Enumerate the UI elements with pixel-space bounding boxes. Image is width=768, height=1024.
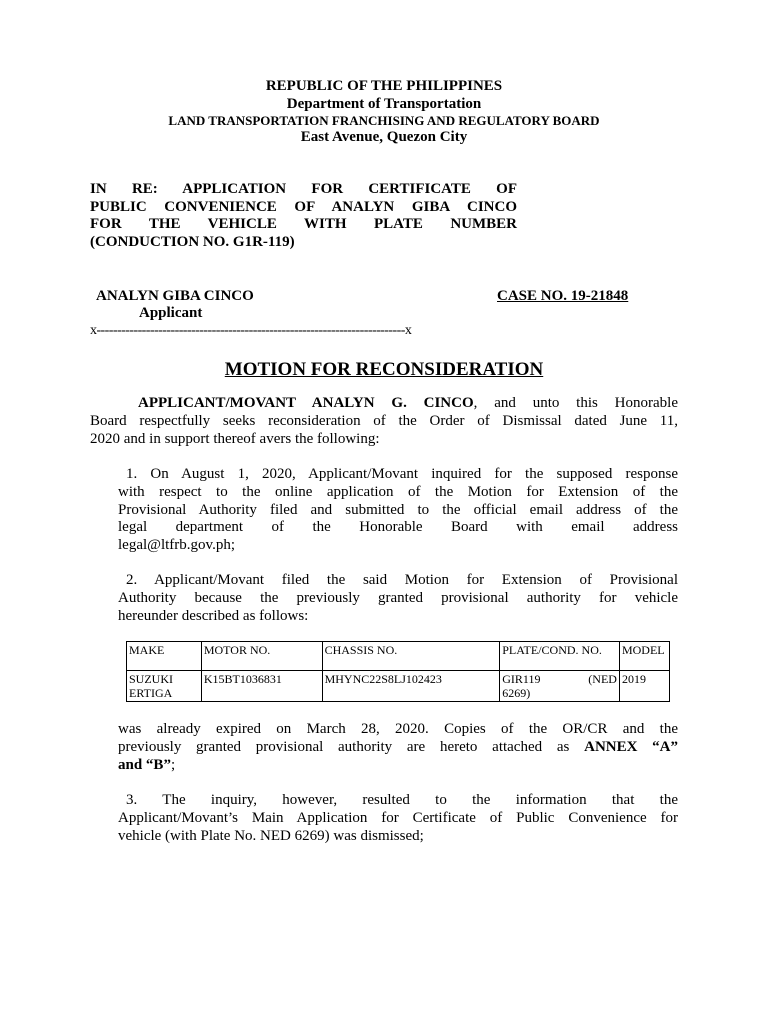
para2-line-2: Authority because the previously granted provisional authority for vehicle bbox=[118, 590, 678, 606]
intro-line-1-rest: , and unto this Honorable bbox=[473, 395, 678, 411]
header-ltfrb: LAND TRANSPORTATION FRANCHISING AND REGULATORY BOARD bbox=[168, 113, 600, 128]
in-re-line-2: PUBLIC CONVENIENCE OF ANALYN GIBA CINCO bbox=[90, 199, 517, 215]
para1-line-2: with respect to the online application of the Motion for Extension of the bbox=[118, 484, 678, 500]
intro-line-3: 2020 and in support thereof avers the following: bbox=[90, 431, 380, 447]
after-table-line-2 bbox=[118, 739, 678, 756]
annex-b: and “B” bbox=[118, 757, 171, 773]
cell-plate-cond-no bbox=[500, 671, 620, 702]
para1-line-4: legal department of the Honorable Board with email address bbox=[118, 519, 678, 535]
cell-motor-no: K15BT1036831 bbox=[201, 671, 322, 702]
case-number: CASE NO. 19-21848 bbox=[497, 288, 629, 304]
plate-number: GIR119 bbox=[502, 672, 541, 686]
cell-chassis-no: MHYNC22S8LJ102423 bbox=[322, 671, 500, 702]
plate-line-1 bbox=[502, 672, 617, 686]
in-re-line-4: (CONDUCTION NO. G1R-119) bbox=[90, 234, 295, 250]
separator-line: x---------------------------------------------------------------------------x bbox=[90, 323, 412, 338]
table-header-row bbox=[127, 642, 670, 671]
para3-line-1: 3. The inquiry, however, resulted to the information that the bbox=[126, 792, 678, 808]
header-model: MODEL bbox=[619, 642, 669, 671]
vehicle-table bbox=[126, 641, 670, 702]
applicant-name: ANALYN GIBA CINCO bbox=[96, 288, 254, 304]
cell-make: SUZUKI ERTIGA bbox=[127, 671, 202, 702]
para3-line-3: vehicle (with Plate No. NED 6269) was dismissed; bbox=[118, 828, 424, 844]
annex-a: ANNEX “A” bbox=[584, 739, 679, 755]
header-department: Department of Transportation bbox=[286, 96, 482, 112]
after-table-line-2-text: previously granted provisional authority are hereto attached as bbox=[118, 739, 570, 755]
in-re-line-1: IN RE: APPLICATION FOR CERTIFICATE OF bbox=[90, 181, 517, 197]
para2-line-1: 2. Applicant/Movant filed the said Motion for Extension of Provisional bbox=[126, 572, 678, 588]
para3-line-2: Applicant/Movant’s Main Application for Certificate of Public Convenience for bbox=[118, 810, 678, 826]
para1-line-5: legal@ltfrb.gov.ph; bbox=[118, 537, 235, 553]
header-address: East Avenue, Quezon City bbox=[300, 129, 468, 145]
header-republic: REPUBLIC OF THE PHILIPPINES bbox=[265, 78, 503, 94]
movant-name: APPLICANT/MOVANT ANALYN G. CINCO bbox=[138, 395, 474, 411]
intro-line-2: Board respectfully seeks reconsideration of the Order of Dismissal dated June 11, bbox=[90, 413, 678, 429]
header-plate-cond-no: PLATE/COND. NO. bbox=[500, 642, 620, 671]
para2-line-3: hereunder described as follows: bbox=[118, 608, 309, 624]
after-table-line-3 bbox=[118, 757, 175, 774]
para1-line-3: Provisional Authority filed and submitted to the official email address of the bbox=[118, 502, 678, 518]
plate-alt-open: (NED bbox=[588, 672, 617, 686]
header-motor-no: MOTOR NO. bbox=[201, 642, 322, 671]
cell-model: 2019 bbox=[619, 671, 669, 702]
in-re-line-3: FOR THE VEHICLE WITH PLATE NUMBER bbox=[90, 216, 517, 232]
para1-line-1: 1. On August 1, 2020, Applicant/Movant inquired for the supposed response bbox=[126, 466, 678, 482]
table-row bbox=[127, 671, 670, 702]
applicant-role: Applicant bbox=[139, 305, 203, 321]
after-table-line-3-end: ; bbox=[170, 757, 176, 773]
header-make: MAKE bbox=[127, 642, 202, 671]
document-title: MOTION FOR RECONSIDERATION bbox=[224, 359, 544, 380]
after-table-line-1: was already expired on March 28, 2020. Copies of the OR/CR and the bbox=[118, 721, 678, 737]
intro-line-1 bbox=[138, 395, 678, 412]
plate-alt-close: 6269) bbox=[502, 686, 531, 700]
header-chassis-no: CHASSIS NO. bbox=[322, 642, 500, 671]
